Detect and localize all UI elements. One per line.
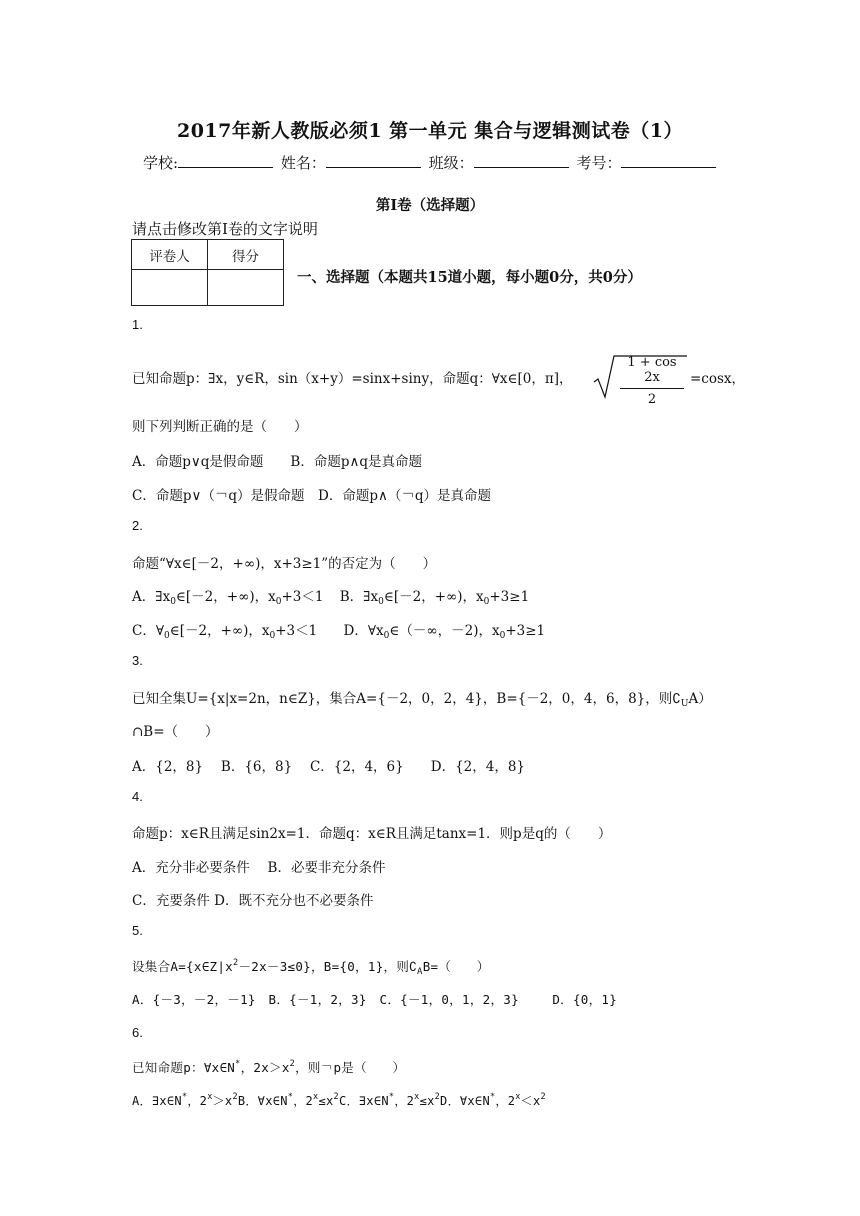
- score-header: 得分: [208, 240, 284, 270]
- question-3-stem-line2: ∩B=（ ）: [132, 724, 219, 740]
- q2-option-a[interactable]: A．$\exists x_0\in[-2$，+∞)，$x_0+3<1$: [132, 589, 324, 607]
- grader-cell[interactable]: [132, 270, 208, 306]
- page-title: 2017年新人教版必须1 第一单元 集合与逻辑测试卷（1）: [176, 120, 684, 142]
- school-label: 学校:: [143, 154, 179, 172]
- question-1-stem-b: =cosx，: [690, 371, 746, 387]
- q6-option-a[interactable]: A．∃x∈N*，$2^x>x^2$: [132, 1092, 238, 1108]
- fraction: [620, 355, 684, 407]
- q2-option-c[interactable]: C．$\forall_0\in[-2$，+∞)，$x_0+3<1$: [132, 623, 318, 641]
- class-label: 班级：: [428, 154, 474, 172]
- q2-option-b[interactable]: B．$\exists x_0\in[-2$，+∞)，$x_0+3\ge 1$: [339, 589, 530, 607]
- question-3-options[interactable]: A．{2，8} B．{6，8} C．{2，4，6} D．{2，4，8}: [132, 759, 526, 775]
- question-number-4: 4.: [132, 789, 143, 804]
- score-cell[interactable]: [208, 270, 284, 306]
- question-2-options-ab[interactable]: [132, 585, 529, 607]
- volume-description[interactable]: 请点击修改第I卷的文字说明: [132, 220, 318, 238]
- question-5-stem: 设集合$A=\{x\in Z|x^2-2x-3\le 0\}$，B={0，1}，则$∁_AB=$（ ）: [132, 958, 490, 977]
- fraction-numerator: 1 + cos 2x: [620, 355, 684, 389]
- question-6-options[interactable]: [132, 1092, 546, 1109]
- school-blank[interactable]: [178, 153, 273, 168]
- question-2-stem: 命题“∀x∈[－2，+∞)，x+3≥1”的否定为（ ）: [132, 556, 437, 572]
- grader-header: 评卷人: [132, 240, 208, 270]
- question-1-options-ab[interactable]: A．命题p∨q是假命题 B．命题p∧q是真命题: [132, 454, 422, 470]
- q6-option-d[interactable]: D．∀x∈N*，$2^x<x^2$: [440, 1092, 546, 1108]
- question-4-options-cd[interactable]: C．充要条件 D．既不充分也不必要条件: [132, 893, 374, 909]
- fraction-denominator: 2: [647, 392, 657, 407]
- question-1-options-cd[interactable]: C．命题p∨（￢q）是假命题 D．命题p∧（￢q）是真命题: [132, 488, 491, 504]
- question-number-2: 2.: [132, 518, 143, 533]
- question-number-1: 1.: [132, 317, 143, 332]
- question-number-6: 6.: [132, 1025, 143, 1040]
- q2-option-d[interactable]: D．$\forall x_0\in(-\infty$，－2)，$x_0+3\ge 1$: [343, 623, 546, 641]
- score-table: [131, 239, 284, 306]
- question-5-options[interactable]: A．{－3，－2，－1} B．{－1，2，3} C．{－1，0，1，2，3} D．{0，1}: [132, 992, 618, 1007]
- question-1-stem: [132, 367, 573, 387]
- section-title: 一、选择题（本题共15道小题，每小题0分，共0分）: [297, 269, 642, 286]
- question-3-stem-line1: 已知全集U={x|x=2n，n∈Z}，集合A={－2，0，2，4}，B={－2，0，4，6，8}，则$∁_UA$）: [132, 691, 712, 709]
- name-blank[interactable]: [326, 153, 421, 168]
- exam-number-blank[interactable]: [621, 153, 716, 168]
- question-4-options-ab[interactable]: A．充分非必要条件 B．必要非充分条件: [132, 860, 386, 876]
- class-blank[interactable]: [474, 153, 569, 168]
- question-4-stem: 命题p：x∈R且满足sin2x=1．命题q：x∈R且满足tanx=1．则p是q的（ ）: [132, 826, 612, 842]
- name-label: 姓名：: [280, 154, 326, 172]
- exam-number-label: 考号：: [576, 154, 622, 172]
- q6-option-b[interactable]: B．∀x∈N*，$2^x\le x^2$: [237, 1092, 339, 1108]
- question-number-5: 5.: [132, 923, 143, 938]
- q6-option-c[interactable]: C．∃x∈N*，$2^x\le x^2$: [338, 1092, 441, 1108]
- question-number-3: 3.: [132, 653, 143, 668]
- question-1-stem-line2: 则下列判断正确的是（ ）: [132, 419, 308, 435]
- question-2-options-cd[interactable]: [132, 619, 545, 641]
- question-1-stem-a: 已知命题p：∃x，y∈R，sin（x+y）=sinx+siny，命题q：∀x∈[0，π]，: [132, 371, 573, 387]
- student-info-row: [143, 152, 719, 173]
- question-6-stem: 已知命题p：∀x∈N*，$2x>x^2$，则￢p是（ ）: [132, 1059, 406, 1075]
- volume-title: 第I卷（选择题）: [375, 197, 485, 214]
